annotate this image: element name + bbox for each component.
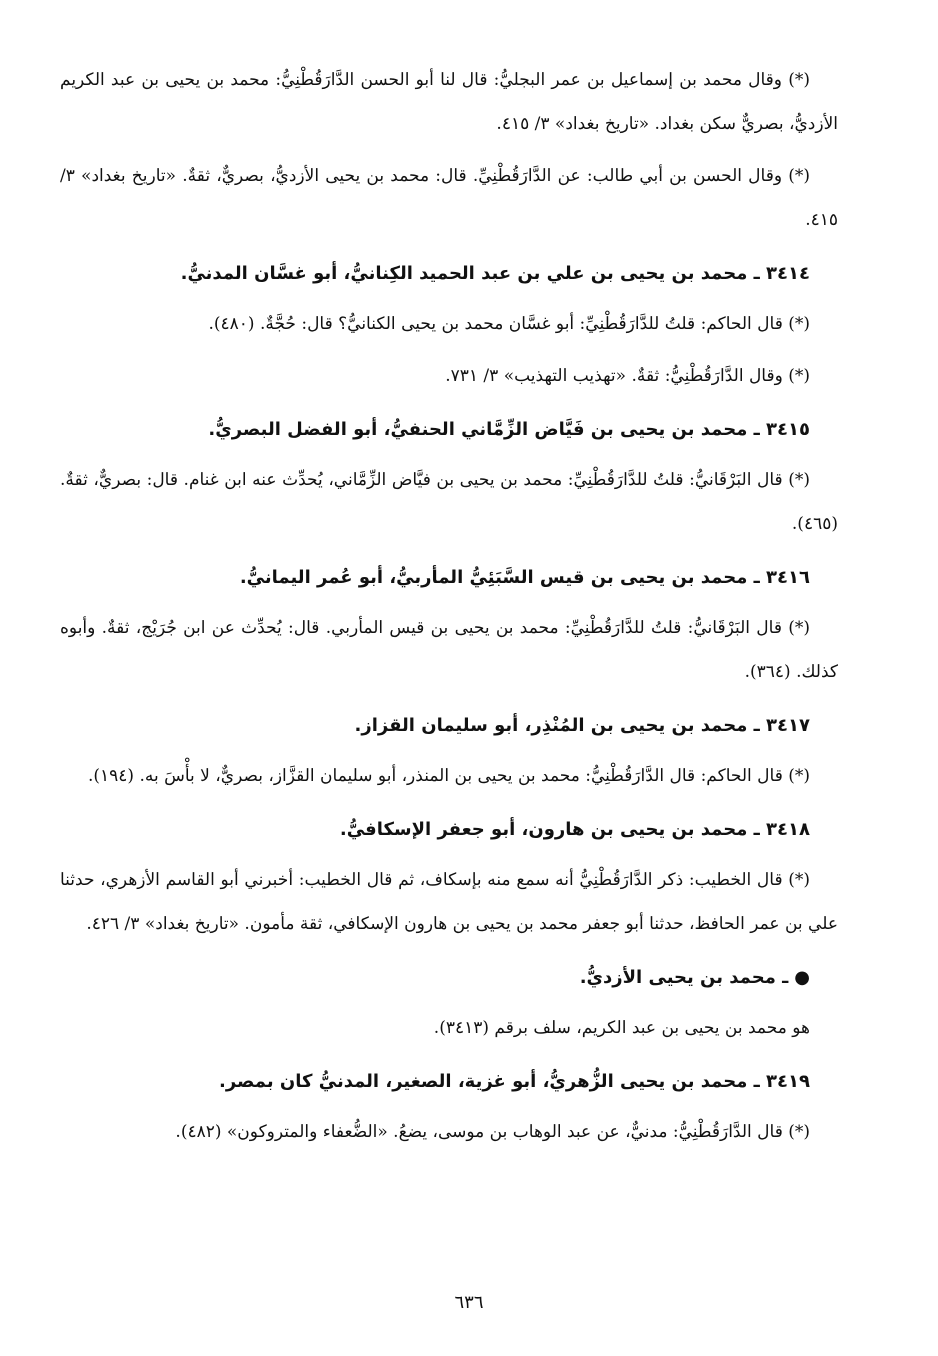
- paragraph: (*) وقال محمد بن إسماعيل بن عمر البجليُّ: قال لنا أبو الحسن الدَّارَقُطْنِيُّ: محمد بن يحيى بن عبد الكريم الأزديُّ، بصريٌّ سكن بغداد. «تاريخ بغداد» ٣/ ٤١٥.: [60, 70, 838, 134]
- paragraph: هو محمد بن يحيى بن عبد الكريم، سلف برقم (٣٤١٣).: [433, 1018, 810, 1038]
- paragraph: (*) قال الحاكم: قال الدَّارَقُطْنِيُّ: محمد بن يحيى بن المنذر، أبو سليمان القزَّاز، بصريٌّ، لا بأْسَ به. (١٩٤).: [87, 766, 810, 786]
- paragraph: (*) قال البَرْقَانيُّ: قلتُ للدَّارَقُطْنِيِّ: محمد بن يحيى بن قيس المأربي. قال: يُحدِّث عن ابن جُرَيْج، ثقةٌ. وأبوه كذلك. (٣٦٤).: [60, 618, 838, 682]
- bullet-heading-text: ـ محمد بن يحيى الأزديُّ.: [579, 967, 789, 988]
- entry-heading: ٣٤١٧ ـ محمد بن يحيى بن المُنْذِر، أبو سليمان القزاز.: [354, 715, 810, 736]
- paragraph: (*) وقال الحسن بن أبي طالب: عن الدَّارَقُطْنِيِّ. قال: محمد بن يحيى الأزديُّ، بصريٌّ، ثقةٌ. «تاريخ بغداد» ٣/ ٤١٥.: [60, 166, 838, 230]
- bullet-heading: [60, 956, 838, 1000]
- paragraph: (*) قال الحاكم: قلتُ للدَّارَقُطْنِيِّ: أبو غسَّان محمد بن يحيى الكنانيُّ؟ قال: حُجَّةٌ. (٤٨٠).: [208, 314, 810, 334]
- paragraph: (*) وقال الدَّارَقُطْنِيُّ: ثقةٌ. «تهذيب التهذيب» ٣/ ٧٣١.: [445, 366, 810, 386]
- paragraph: (*) قال الدَّارَقُطْنِيُّ: مدنيٌّ، عن عبد الوهاب بن موسى، يضعُ. «الضُّعفاء والمتروكون» (٤٨٢).: [175, 1122, 810, 1142]
- entry-heading: ٣٤١٩ ـ محمد بن يحيى الزُّهريُّ، أبو غزية، الصغير، المدنيُّ كان بمصر.: [219, 1071, 810, 1092]
- entry-heading: ٣٤١٨ ـ محمد بن يحيى بن هارون، أبو جعفر الإسكافيُّ.: [339, 819, 810, 840]
- entry-heading: ٣٤١٥ ـ محمد بن يحيى بن فَيَّاض الزِّمَّاني الحنفيُّ، أبو الفضل البصريُّ.: [208, 419, 810, 440]
- entry-heading: ٣٤١٤ ـ محمد بن يحيى بن علي بن عبد الحميد الكِنانيُّ، أبو غسَّان المدنيُّ.: [180, 263, 810, 284]
- entry-heading: ٣٤١٦ ـ محمد بن يحيى بن قيس السَّبَئِيُّ المأربيُّ، أبو عُمر اليمانيُّ.: [239, 567, 810, 588]
- bullet-icon: ●: [794, 967, 810, 988]
- paragraph: (*) قال الخطيب: ذكر الدَّارَقُطْنِيُّ أنه سمع منه بإسكاف، ثم قال الخطيب: أخبرني أبو القاسم الأزهري، حدثنا علي بن عمر الحافظ، حدثنا أبو جعفر محمد بن يحيى بن هارون الإسكافي، ثقة مأمون. «تاريخ بغداد» ٣/ ٤٢٦.: [60, 870, 838, 934]
- paragraph: (*) قال البَرْقَانيُّ: قلتُ للدَّارَقُطْنِيِّ: محمد بن يحيى بن فيَّاض الزِّمَّاني، يُحدِّث عنه ابن غنام. قال: بصريٌّ، ثقةٌ. (٤٦٥).: [60, 470, 838, 534]
- page-number: ٦٣٦: [454, 1292, 484, 1313]
- document-page: [60, 58, 838, 1162]
